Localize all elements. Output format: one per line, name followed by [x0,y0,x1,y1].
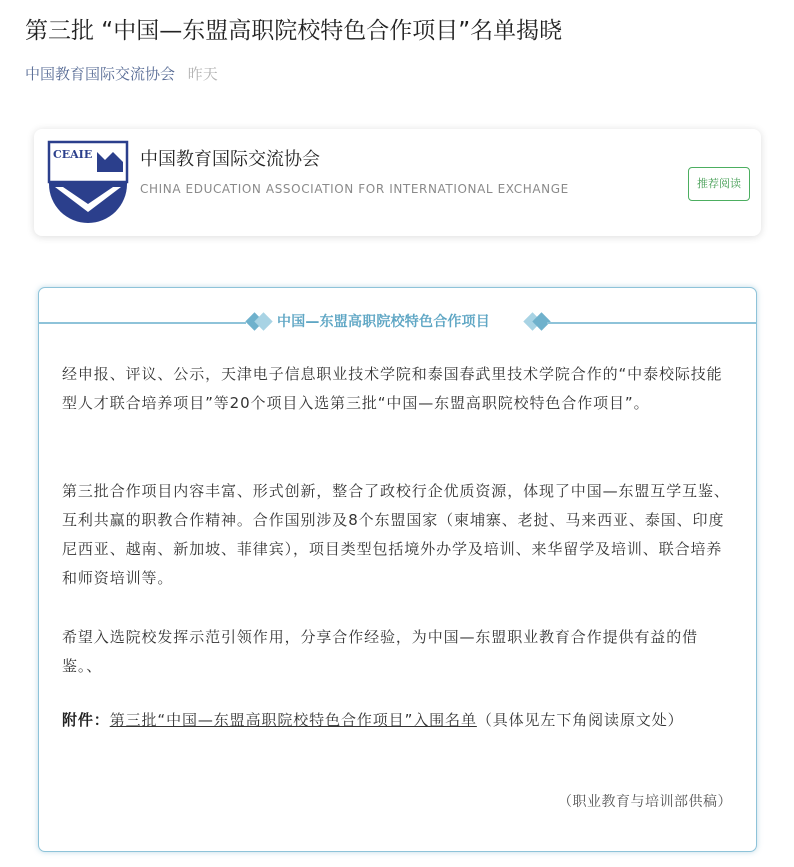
publish-date: 昨天 [187,65,218,83]
paragraph-3: 希望入选院校发挥示范引领作用，分享合作经验，为中国—东盟职业教育合作提供有益的借鉴。、 [62,628,699,675]
recommend-read-button[interactable]: 推荐阅读 [688,167,750,201]
header-divider-left [39,322,246,324]
attachment-paragraph [62,706,737,735]
content-box [38,287,757,852]
logo-text: CEAIE [53,148,93,161]
article-meta [25,63,218,85]
ceaie-logo-icon [47,140,129,223]
section-heading: 中国—东盟高职院校特色合作项目 [277,314,490,330]
account-english-name: CHINA EDUCATION ASSOCIATION FOR INTERNATIONAL EXCHANGE [140,182,569,196]
paragraph-2: 第三批合作项目内容丰富、形式创新，整合了政校行企优质资源，体现了中国—东盟互学互鉴、互利共赢的职教合作精神。合作国别涉及8个东盟国家（柬埔寨、老挝、马来西亚、泰国、印度尼西亚、越南、新加坡、菲律宾），项目类型包括境外办学及培训、来华留学及培训、联合培养和师资培训等。 [62,482,730,587]
attachment-label: 附件： [62,711,110,729]
section-header [39,310,756,334]
attachment-note: （具体见左下角阅读原文处） [476,711,684,729]
paragraph-1: 经申报、评议、公示，天津电子信息职业技术学院和泰国春武里技术学院合作的“中泰校际技能型人才联合培养项目”等20个项目入选第三批“中国—东盟高职院校特色合作项目”。 [62,365,723,412]
account-card[interactable] [34,129,761,236]
header-divider-right [547,322,756,324]
article-title: 第三批 “中国—东盟高职院校特色合作项目”名单揭晓 [25,18,563,44]
attachment-link[interactable]: 第三批“中国—东盟高职院校特色合作项目”入围名单 [109,711,477,729]
account-name: 中国教育国际交流协会 [140,149,320,170]
author-link[interactable]: 中国教育国际交流协会 [25,65,176,83]
source-credit: （职业教育与培训部供稿） [558,794,732,810]
